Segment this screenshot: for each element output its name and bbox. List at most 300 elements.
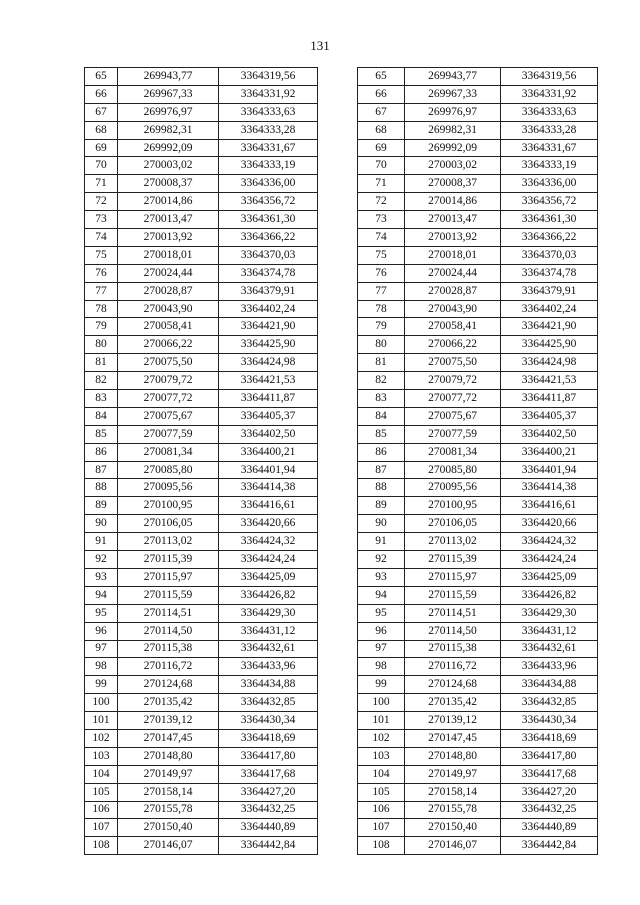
- y-coordinate-cell: 3364401,94: [219, 461, 318, 479]
- point-number-cell: 98: [358, 658, 405, 676]
- x-coordinate-cell: 270085,80: [118, 461, 219, 479]
- y-coordinate-cell: 3364424,24: [219, 551, 318, 569]
- point-number-cell: 74: [358, 229, 405, 247]
- x-coordinate-cell: 270155,78: [118, 801, 219, 819]
- y-coordinate-cell: 3364434,88: [501, 676, 598, 694]
- y-coordinate-cell: 3364418,69: [501, 729, 598, 747]
- point-number-cell: 94: [358, 586, 405, 604]
- y-coordinate-cell: 3364333,63: [219, 103, 318, 121]
- y-coordinate-cell: 3364417,80: [501, 747, 598, 765]
- x-coordinate-cell: 270146,07: [405, 837, 501, 855]
- point-number-cell: 65: [358, 68, 405, 86]
- table-row: [85, 533, 318, 551]
- x-coordinate-cell: 270028,87: [118, 282, 219, 300]
- y-coordinate-cell: 3364402,24: [501, 300, 598, 318]
- table-row: [85, 300, 318, 318]
- point-number-cell: 99: [85, 676, 118, 694]
- table-row: [358, 712, 598, 730]
- point-number-cell: 107: [358, 819, 405, 837]
- x-coordinate-cell: 270115,97: [118, 568, 219, 586]
- x-coordinate-cell: 270115,39: [118, 551, 219, 569]
- table-row: [358, 765, 598, 783]
- y-coordinate-cell: 3364417,80: [219, 747, 318, 765]
- point-number-cell: 104: [358, 765, 405, 783]
- table-row: [85, 712, 318, 730]
- y-coordinate-cell: 3364411,87: [219, 390, 318, 408]
- point-number-cell: 86: [358, 443, 405, 461]
- table-row: [85, 282, 318, 300]
- y-coordinate-cell: 3364431,12: [501, 622, 598, 640]
- y-coordinate-cell: 3364356,72: [219, 193, 318, 211]
- table-row: [85, 729, 318, 747]
- point-number-cell: 73: [358, 211, 405, 229]
- y-coordinate-cell: 3364421,53: [501, 372, 598, 390]
- table-row: [358, 568, 598, 586]
- x-coordinate-cell: 270066,22: [118, 336, 219, 354]
- point-number-cell: 106: [85, 801, 118, 819]
- y-coordinate-cell: 3364331,67: [219, 139, 318, 157]
- y-coordinate-cell: 3364432,85: [219, 694, 318, 712]
- table-row: [358, 497, 598, 515]
- y-coordinate-cell: 3364333,28: [219, 121, 318, 139]
- point-number-cell: 90: [85, 515, 118, 533]
- point-number-cell: 82: [85, 372, 118, 390]
- table-row: [85, 765, 318, 783]
- point-number-cell: 108: [85, 837, 118, 855]
- page-number: 131: [310, 38, 330, 53]
- y-coordinate-cell: 3364379,91: [219, 282, 318, 300]
- point-number-cell: 72: [85, 193, 118, 211]
- x-coordinate-cell: 270018,01: [405, 246, 501, 264]
- point-number-cell: 91: [358, 533, 405, 551]
- x-coordinate-cell: 270081,34: [118, 443, 219, 461]
- y-coordinate-cell: 3364417,68: [219, 765, 318, 783]
- x-coordinate-cell: 270147,45: [118, 729, 219, 747]
- point-number-cell: 73: [85, 211, 118, 229]
- point-number-cell: 92: [358, 551, 405, 569]
- table-row: [358, 229, 598, 247]
- x-coordinate-cell: 270058,41: [118, 318, 219, 336]
- table-row: [358, 461, 598, 479]
- table-row: [85, 515, 318, 533]
- table-row: [85, 121, 318, 139]
- point-number-cell: 102: [85, 729, 118, 747]
- point-number-cell: 69: [358, 139, 405, 157]
- table-row: [358, 694, 598, 712]
- x-coordinate-cell: 269943,77: [118, 68, 219, 86]
- x-coordinate-cell: 270114,50: [405, 622, 501, 640]
- point-number-cell: 76: [85, 264, 118, 282]
- y-coordinate-cell: 3364331,92: [501, 85, 598, 103]
- point-number-cell: 107: [85, 819, 118, 837]
- table-row: [85, 676, 318, 694]
- x-coordinate-cell: 270148,80: [118, 747, 219, 765]
- y-coordinate-cell: 3364425,90: [501, 336, 598, 354]
- x-coordinate-cell: 270115,38: [405, 640, 501, 658]
- point-number-cell: 67: [85, 103, 118, 121]
- x-coordinate-cell: 270158,14: [118, 783, 219, 801]
- table-row: [358, 246, 598, 264]
- coordinates-table-left: [84, 67, 318, 855]
- point-number-cell: 92: [85, 551, 118, 569]
- table-row: [358, 533, 598, 551]
- point-number-cell: 93: [85, 568, 118, 586]
- point-number-cell: 87: [358, 461, 405, 479]
- y-coordinate-cell: 3364421,53: [219, 372, 318, 390]
- y-coordinate-cell: 3364405,37: [501, 407, 598, 425]
- y-coordinate-cell: 3364336,00: [501, 175, 598, 193]
- point-number-cell: 108: [358, 837, 405, 855]
- point-number-cell: 86: [85, 443, 118, 461]
- y-coordinate-cell: 3364361,30: [219, 211, 318, 229]
- table-row: [85, 407, 318, 425]
- point-number-cell: 95: [85, 604, 118, 622]
- point-number-cell: 97: [85, 640, 118, 658]
- y-coordinate-cell: 3364432,25: [219, 801, 318, 819]
- point-number-cell: 78: [85, 300, 118, 318]
- point-number-cell: 84: [358, 407, 405, 425]
- table-row: [85, 229, 318, 247]
- x-coordinate-cell: 270135,42: [405, 694, 501, 712]
- table-row: [85, 837, 318, 855]
- y-coordinate-cell: 3364414,38: [219, 479, 318, 497]
- point-number-cell: 81: [358, 354, 405, 372]
- point-number-cell: 75: [85, 246, 118, 264]
- point-number-cell: 66: [358, 85, 405, 103]
- table-row: [85, 425, 318, 443]
- y-coordinate-cell: 3364356,72: [501, 193, 598, 211]
- table-row: [85, 801, 318, 819]
- x-coordinate-cell: 270077,59: [405, 425, 501, 443]
- x-coordinate-cell: 270075,67: [405, 407, 501, 425]
- y-coordinate-cell: 3364400,21: [219, 443, 318, 461]
- y-coordinate-cell: 3364427,20: [501, 783, 598, 801]
- x-coordinate-cell: 270150,40: [118, 819, 219, 837]
- y-coordinate-cell: 3364434,88: [219, 676, 318, 694]
- x-coordinate-cell: 269982,31: [405, 121, 501, 139]
- point-number-cell: 78: [358, 300, 405, 318]
- table-row: [358, 515, 598, 533]
- y-coordinate-cell: 3364421,90: [501, 318, 598, 336]
- table-row: [85, 443, 318, 461]
- y-coordinate-cell: 3364425,09: [219, 568, 318, 586]
- y-coordinate-cell: 3364424,32: [501, 533, 598, 551]
- x-coordinate-cell: 270124,68: [118, 676, 219, 694]
- point-number-cell: 81: [85, 354, 118, 372]
- x-coordinate-cell: 270115,38: [118, 640, 219, 658]
- point-number-cell: 103: [358, 747, 405, 765]
- y-coordinate-cell: 3364442,84: [219, 837, 318, 855]
- point-number-cell: 71: [358, 175, 405, 193]
- table-row: [358, 676, 598, 694]
- coordinates-table-right: [357, 67, 598, 855]
- x-coordinate-cell: 270114,51: [118, 604, 219, 622]
- y-coordinate-cell: 3364333,19: [501, 157, 598, 175]
- point-number-cell: 99: [358, 676, 405, 694]
- x-coordinate-cell: 270028,87: [405, 282, 501, 300]
- table-row: [85, 551, 318, 569]
- x-coordinate-cell: 270013,47: [118, 211, 219, 229]
- x-coordinate-cell: 270079,72: [118, 372, 219, 390]
- y-coordinate-cell: 3364440,89: [219, 819, 318, 837]
- y-coordinate-cell: 3364370,03: [219, 246, 318, 264]
- x-coordinate-cell: 270149,97: [118, 765, 219, 783]
- x-coordinate-cell: 269943,77: [405, 68, 501, 86]
- table-row: [85, 497, 318, 515]
- point-number-cell: 90: [358, 515, 405, 533]
- point-number-cell: 96: [358, 622, 405, 640]
- point-number-cell: 100: [85, 694, 118, 712]
- table-row: [85, 390, 318, 408]
- x-coordinate-cell: 270077,72: [118, 390, 219, 408]
- x-coordinate-cell: 270124,68: [405, 676, 501, 694]
- y-coordinate-cell: 3364432,25: [501, 801, 598, 819]
- table-row: [358, 551, 598, 569]
- y-coordinate-cell: 3364402,24: [219, 300, 318, 318]
- table-row: [358, 300, 598, 318]
- point-number-cell: 102: [358, 729, 405, 747]
- x-coordinate-cell: 270085,80: [405, 461, 501, 479]
- table-row: [85, 193, 318, 211]
- table-row: [85, 586, 318, 604]
- table-row: [85, 461, 318, 479]
- x-coordinate-cell: 270014,86: [405, 193, 501, 211]
- y-coordinate-cell: 3364432,61: [219, 640, 318, 658]
- y-coordinate-cell: 3364319,56: [501, 68, 598, 86]
- point-number-cell: 95: [358, 604, 405, 622]
- x-coordinate-cell: 270066,22: [405, 336, 501, 354]
- point-number-cell: 72: [358, 193, 405, 211]
- x-coordinate-cell: 270058,41: [405, 318, 501, 336]
- table-row: [358, 85, 598, 103]
- point-number-cell: 65: [85, 68, 118, 86]
- y-coordinate-cell: 3364426,82: [501, 586, 598, 604]
- point-number-cell: 82: [358, 372, 405, 390]
- point-number-cell: 83: [358, 390, 405, 408]
- y-coordinate-cell: 3364336,00: [219, 175, 318, 193]
- table-row: [85, 246, 318, 264]
- table-row: [358, 586, 598, 604]
- y-coordinate-cell: 3364418,69: [219, 729, 318, 747]
- point-number-cell: 105: [358, 783, 405, 801]
- table-row: [85, 264, 318, 282]
- point-number-cell: 76: [358, 264, 405, 282]
- table-row: [358, 193, 598, 211]
- x-coordinate-cell: 270106,05: [118, 515, 219, 533]
- point-number-cell: 89: [85, 497, 118, 515]
- point-number-cell: 93: [358, 568, 405, 586]
- x-coordinate-cell: 270018,01: [118, 246, 219, 264]
- x-coordinate-cell: 270115,39: [405, 551, 501, 569]
- point-number-cell: 88: [85, 479, 118, 497]
- table-row: [358, 121, 598, 139]
- y-coordinate-cell: 3364420,66: [501, 515, 598, 533]
- point-number-cell: 70: [358, 157, 405, 175]
- point-number-cell: 83: [85, 390, 118, 408]
- y-coordinate-cell: 3364374,78: [501, 264, 598, 282]
- x-coordinate-cell: 270075,50: [118, 354, 219, 372]
- table-row: [85, 211, 318, 229]
- y-coordinate-cell: 3364429,30: [501, 604, 598, 622]
- table-row: [85, 336, 318, 354]
- table-row: [358, 354, 598, 372]
- x-coordinate-cell: 270081,34: [405, 443, 501, 461]
- y-coordinate-cell: 3364402,50: [501, 425, 598, 443]
- point-number-cell: 77: [358, 282, 405, 300]
- table-row: [85, 103, 318, 121]
- x-coordinate-cell: 270075,67: [118, 407, 219, 425]
- y-coordinate-cell: 3364425,09: [501, 568, 598, 586]
- x-coordinate-cell: 270149,97: [405, 765, 501, 783]
- x-coordinate-cell: 270115,97: [405, 568, 501, 586]
- point-number-cell: 101: [358, 712, 405, 730]
- y-coordinate-cell: 3364442,84: [501, 837, 598, 855]
- table-row: [358, 390, 598, 408]
- y-coordinate-cell: 3364430,34: [219, 712, 318, 730]
- y-coordinate-cell: 3364417,68: [501, 765, 598, 783]
- x-coordinate-cell: 269967,33: [405, 85, 501, 103]
- x-coordinate-cell: 269992,09: [118, 139, 219, 157]
- table-row: [85, 640, 318, 658]
- point-number-cell: 71: [85, 175, 118, 193]
- y-coordinate-cell: 3364430,34: [501, 712, 598, 730]
- x-coordinate-cell: 270077,59: [118, 425, 219, 443]
- x-coordinate-cell: 270100,95: [405, 497, 501, 515]
- table-row: [85, 658, 318, 676]
- x-coordinate-cell: 270013,92: [118, 229, 219, 247]
- point-number-cell: 96: [85, 622, 118, 640]
- table-row: [358, 407, 598, 425]
- x-coordinate-cell: 270148,80: [405, 747, 501, 765]
- y-coordinate-cell: 3364333,19: [219, 157, 318, 175]
- y-coordinate-cell: 3364440,89: [501, 819, 598, 837]
- x-coordinate-cell: 270113,02: [405, 533, 501, 551]
- x-coordinate-cell: 270114,51: [405, 604, 501, 622]
- y-coordinate-cell: 3364420,66: [219, 515, 318, 533]
- table-row: [358, 729, 598, 747]
- point-number-cell: 87: [85, 461, 118, 479]
- point-number-cell: 88: [358, 479, 405, 497]
- x-coordinate-cell: 270155,78: [405, 801, 501, 819]
- table-row: [358, 640, 598, 658]
- point-number-cell: 98: [85, 658, 118, 676]
- y-coordinate-cell: 3364426,82: [219, 586, 318, 604]
- y-coordinate-cell: 3364421,90: [219, 318, 318, 336]
- table-row: [358, 658, 598, 676]
- table-row: [358, 783, 598, 801]
- x-coordinate-cell: 270114,50: [118, 622, 219, 640]
- x-coordinate-cell: 269976,97: [118, 103, 219, 121]
- x-coordinate-cell: 270075,50: [405, 354, 501, 372]
- table-row: [358, 819, 598, 837]
- x-coordinate-cell: 270115,59: [118, 586, 219, 604]
- x-coordinate-cell: 269976,97: [405, 103, 501, 121]
- y-coordinate-cell: 3364424,98: [219, 354, 318, 372]
- y-coordinate-cell: 3364333,63: [501, 103, 598, 121]
- table-row: [85, 819, 318, 837]
- table-row: [85, 372, 318, 390]
- table-row: [358, 425, 598, 443]
- point-number-cell: 74: [85, 229, 118, 247]
- table-row: [358, 747, 598, 765]
- point-number-cell: 97: [358, 640, 405, 658]
- x-coordinate-cell: 270116,72: [118, 658, 219, 676]
- y-coordinate-cell: 3364333,28: [501, 121, 598, 139]
- y-coordinate-cell: 3364425,90: [219, 336, 318, 354]
- y-coordinate-cell: 3364433,96: [219, 658, 318, 676]
- table-row: [85, 85, 318, 103]
- table-row: [358, 801, 598, 819]
- x-coordinate-cell: 270115,59: [405, 586, 501, 604]
- table-row: [358, 264, 598, 282]
- point-number-cell: 79: [358, 318, 405, 336]
- table-row: [85, 318, 318, 336]
- x-coordinate-cell: 270003,02: [118, 157, 219, 175]
- table-row: [358, 604, 598, 622]
- table-row: [358, 622, 598, 640]
- x-coordinate-cell: 270139,12: [405, 712, 501, 730]
- table-row: [85, 68, 318, 86]
- x-coordinate-cell: 270079,72: [405, 372, 501, 390]
- y-coordinate-cell: 3364432,61: [501, 640, 598, 658]
- table-row: [358, 318, 598, 336]
- y-coordinate-cell: 3364366,22: [219, 229, 318, 247]
- x-coordinate-cell: 270043,90: [405, 300, 501, 318]
- y-coordinate-cell: 3364402,50: [219, 425, 318, 443]
- point-number-cell: 67: [358, 103, 405, 121]
- table-row: [85, 479, 318, 497]
- x-coordinate-cell: 270008,37: [118, 175, 219, 193]
- y-coordinate-cell: 3364374,78: [219, 264, 318, 282]
- table-row: [358, 175, 598, 193]
- table-row: [358, 837, 598, 855]
- table-row: [358, 282, 598, 300]
- y-coordinate-cell: 3364370,03: [501, 246, 598, 264]
- y-coordinate-cell: 3364361,30: [501, 211, 598, 229]
- table-row: [358, 103, 598, 121]
- point-number-cell: 85: [358, 425, 405, 443]
- point-number-cell: 79: [85, 318, 118, 336]
- y-coordinate-cell: 3364424,24: [501, 551, 598, 569]
- point-number-cell: 77: [85, 282, 118, 300]
- x-coordinate-cell: 270095,56: [118, 479, 219, 497]
- x-coordinate-cell: 270014,86: [118, 193, 219, 211]
- table-row: [358, 443, 598, 461]
- x-coordinate-cell: 270003,02: [405, 157, 501, 175]
- y-coordinate-cell: 3364414,38: [501, 479, 598, 497]
- point-number-cell: 70: [85, 157, 118, 175]
- table-row: [85, 622, 318, 640]
- table-row: [85, 747, 318, 765]
- x-coordinate-cell: 270013,47: [405, 211, 501, 229]
- x-coordinate-cell: 269967,33: [118, 85, 219, 103]
- point-number-cell: 75: [358, 246, 405, 264]
- x-coordinate-cell: 270113,02: [118, 533, 219, 551]
- y-coordinate-cell: 3364319,56: [219, 68, 318, 86]
- table-row: [358, 372, 598, 390]
- x-coordinate-cell: 270013,92: [405, 229, 501, 247]
- x-coordinate-cell: 270150,40: [405, 819, 501, 837]
- y-coordinate-cell: 3364424,98: [501, 354, 598, 372]
- x-coordinate-cell: 270139,12: [118, 712, 219, 730]
- point-number-cell: 68: [85, 121, 118, 139]
- x-coordinate-cell: 270100,95: [118, 497, 219, 515]
- x-coordinate-cell: 270043,90: [118, 300, 219, 318]
- x-coordinate-cell: 270116,72: [405, 658, 501, 676]
- point-number-cell: 91: [85, 533, 118, 551]
- y-coordinate-cell: 3364431,12: [219, 622, 318, 640]
- point-number-cell: 104: [85, 765, 118, 783]
